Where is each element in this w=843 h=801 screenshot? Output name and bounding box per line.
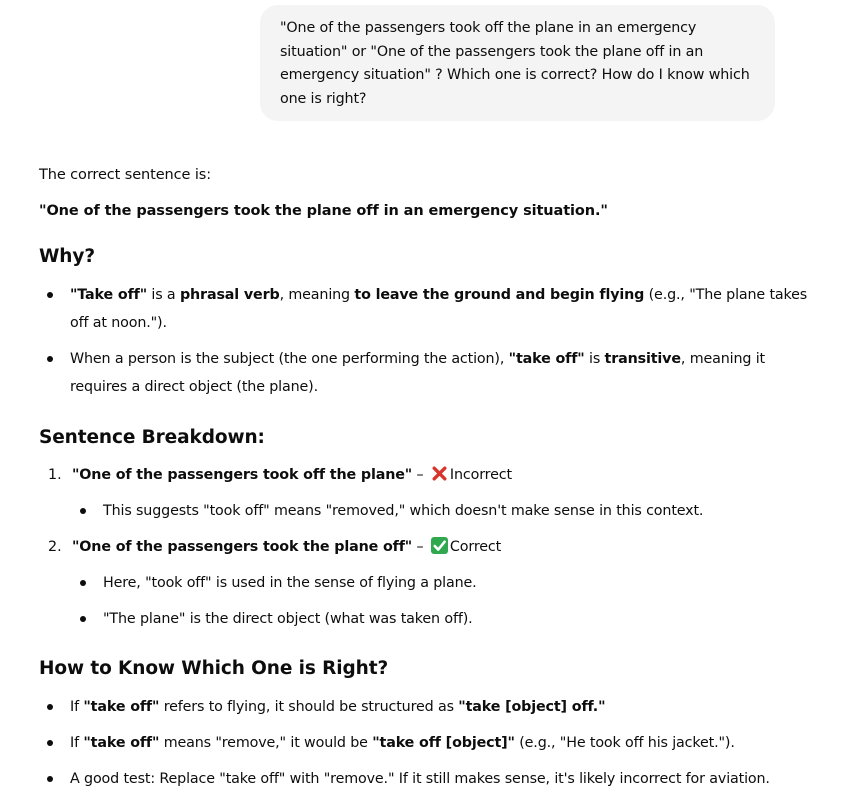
user-message-line: "One of the passengers took off the plane in an emergency xyxy=(280,20,697,36)
text: is a xyxy=(147,287,180,303)
user-message-bubble xyxy=(260,5,775,121)
bold-text: transitive xyxy=(604,351,681,367)
bold-text: "take off [object]" xyxy=(372,735,515,751)
why-item-line: requires a direct object (the plane). xyxy=(70,379,318,395)
howto-item xyxy=(70,729,735,757)
user-message-line: emergency situation" ? Which one is correct? How do I know which xyxy=(280,67,750,84)
text: is xyxy=(584,351,605,367)
breakdown-heading: Sentence Breakdown: xyxy=(39,427,265,448)
text: A good test: Replace "take off" with "remove." If it still makes sense, it's likely incorrect for aviation. xyxy=(70,771,770,787)
text: means "remove," it would be xyxy=(159,735,373,751)
breakdown-item xyxy=(72,461,512,489)
text: (e.g., "The plane takes xyxy=(644,287,808,303)
howto-item xyxy=(70,693,605,721)
bold-text: "One of the passengers took off the plane" xyxy=(72,467,413,483)
why-item-line xyxy=(70,345,765,373)
dash: – xyxy=(412,539,428,555)
why-item-line: off at noon."). xyxy=(70,315,167,331)
cross-mark-icon xyxy=(431,465,448,482)
why-heading: Why? xyxy=(39,246,95,267)
list-number: 2. xyxy=(48,539,62,555)
bullet-dot xyxy=(80,580,86,586)
bold-text: "take off" xyxy=(83,735,160,751)
breakdown-item xyxy=(72,533,501,561)
correct-sentence: "One of the passengers took the plane off in an emergency situation." xyxy=(39,203,608,219)
text: , meaning xyxy=(279,287,355,303)
bold-text: phrasal verb xyxy=(179,287,280,303)
bullet-dot xyxy=(47,292,53,298)
dash: – xyxy=(412,467,428,483)
verdict-label: Correct xyxy=(449,539,502,555)
text: If xyxy=(70,699,84,715)
bullet-dot xyxy=(47,704,53,710)
text: If xyxy=(70,735,84,751)
text: When a person is the subject (the one performing the action), xyxy=(70,351,509,367)
breakdown-subitem: This suggests "took off" means "removed," which doesn't make sense in this context. xyxy=(103,503,704,519)
breakdown-subitem: "The plane" is the direct object (what was taken off). xyxy=(103,611,473,627)
bullet-dot xyxy=(80,616,86,622)
bold-text: "take [object] off." xyxy=(458,699,606,715)
bold-text: "take off" xyxy=(508,351,585,367)
text: refers to flying, it should be structured as xyxy=(159,699,459,715)
breakdown-subitem: Here, "took off" is used in the sense of flying a plane. xyxy=(103,575,477,591)
user-message-line: one is right? xyxy=(280,91,367,108)
text: (e.g., "He took off his jacket."). xyxy=(514,735,735,751)
bold-text: "Take off" xyxy=(70,287,148,303)
howto-heading: How to Know Which One is Right? xyxy=(39,658,389,679)
verdict-label: Incorrect xyxy=(449,467,512,483)
bullet-dot xyxy=(47,356,53,362)
bullet-dot xyxy=(80,508,86,514)
intro-text: The correct sentence is: xyxy=(39,167,211,183)
user-message-line: situation" or "One of the passengers took the plane off in an xyxy=(280,43,704,60)
list-number: 1. xyxy=(48,467,62,483)
why-item-line xyxy=(70,281,807,309)
bold-text: to leave the ground and begin flying xyxy=(354,287,645,303)
howto-item xyxy=(70,765,770,793)
bullet-dot xyxy=(47,740,53,746)
bold-text: "One of the passengers took the plane off" xyxy=(72,539,413,555)
check-mark-icon xyxy=(431,537,448,554)
bullet-dot xyxy=(47,776,53,782)
text: , meaning it xyxy=(680,351,765,367)
bold-text: "take off" xyxy=(83,699,160,715)
